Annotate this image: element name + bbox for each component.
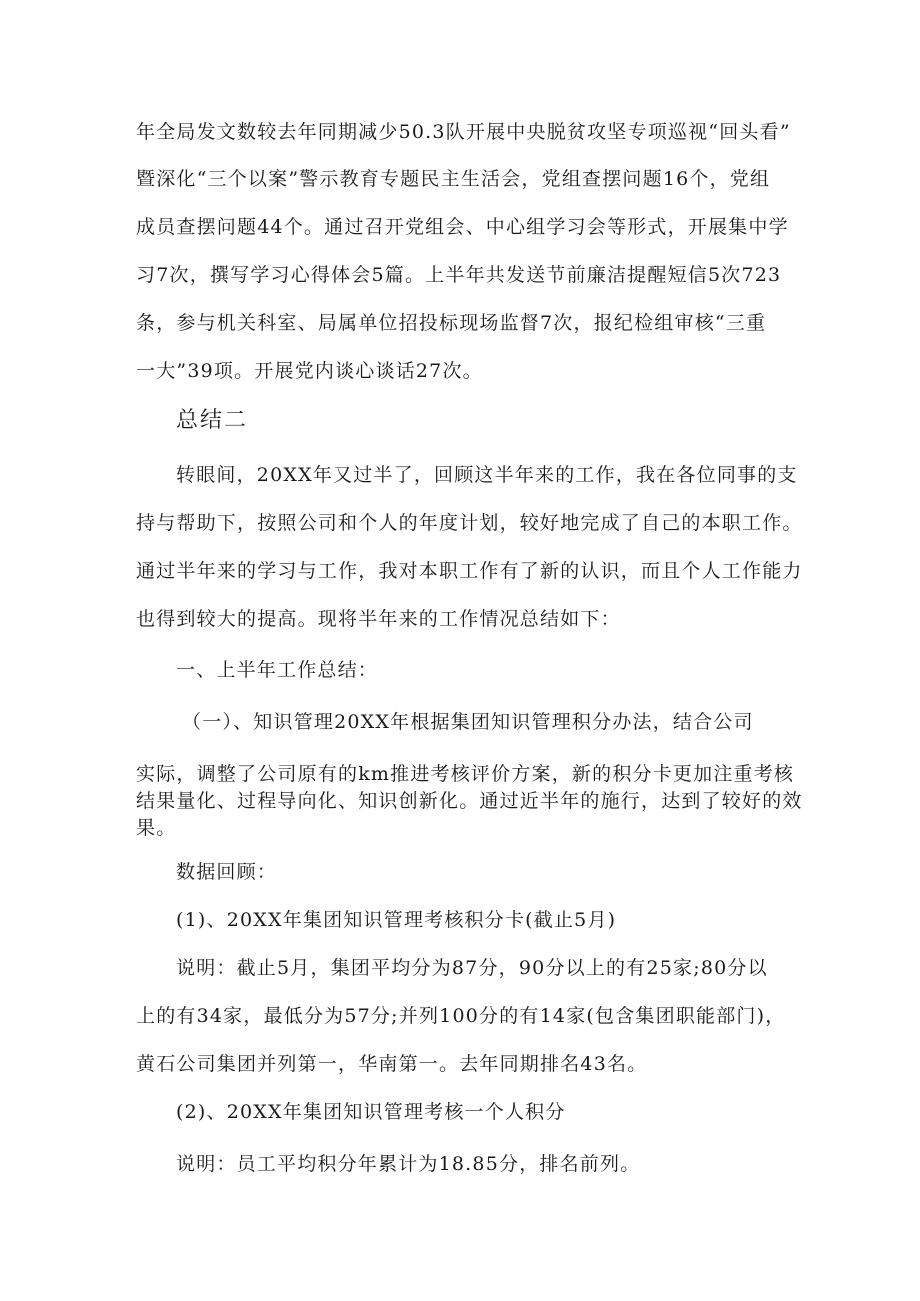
paragraph-line: 通过半年来的学习与工作，我对本职工作有了新的认识，而且个人工作能力 <box>136 560 803 582</box>
subsection-line: （一）、知识管理20XX年根据集团知识管理积分办法，结合公司 <box>182 711 754 733</box>
paragraph-line: 条，参与机关科室、局属单位招投标现场监督7次，报纪检组审核“三重 <box>136 312 767 334</box>
paragraph-line: 成员查摆问题44个。通过召开党组会、中心组学习会等形式，开展集中学 <box>136 216 789 238</box>
paragraph-line: 年全局发文数较去年同期减少50.3队开展中央脱贫攻坚专项巡视“回头看” <box>136 121 791 143</box>
note-line: 黄石公司集团并列第一，华南第一。去年同期排名43名。 <box>136 1053 648 1075</box>
section-heading: 总结二 <box>176 408 249 433</box>
data-review-label: 数据回顾： <box>176 861 278 883</box>
paragraph-line: 实际，调整了公司原有的km推进考核评价方案，新的积分卡更加注重考核 <box>136 763 795 785</box>
paragraph-line: 结果量化、过程导向化、知识创新化。通过近半年的施行，达到了较好的效 <box>136 790 803 812</box>
note-line: 说明：截止5月，集团平均分为87分，90分以上的有25家;80分以 <box>176 957 768 979</box>
paragraph-line: 也得到较大的提高。现将半年来的工作情况总结如下： <box>136 608 621 630</box>
paragraph-line: 一大”39项。开展党内谈心谈话27次。 <box>136 360 483 382</box>
paragraph-line: 暨深化“三个以案”警示教育专题民主生活会，党组查摆问题16个，党组 <box>136 168 771 190</box>
section-title: 一、上半年工作总结： <box>176 659 379 681</box>
note-line: 上的有34家，最低分为57分;并列100分的有14家(包含集团职能部门)， <box>136 1005 786 1027</box>
list-item-title: (1)、20XX年集团知识管理考核积分卡(截止5月) <box>176 909 617 931</box>
paragraph-line: 习7次，撰写学习心得体会5篇。上半年共发送节前廉洁提醒短信5次723 <box>136 264 782 286</box>
paragraph-line: 持与帮助下，按照公司和个人的年度计划，较好地完成了自己的本职工作。 <box>136 512 803 534</box>
paragraph-line: 果。 <box>136 817 177 839</box>
note-line: 说明：员工平均积分年累计为18.85分，排名前列。 <box>176 1153 641 1175</box>
list-item-title: (2)、20XX年集团知识管理考核一个人积分 <box>176 1101 566 1123</box>
paragraph-line: 转眼间，20XX年又过半了，回顾这半年来的工作，我在各位同事的支 <box>176 464 798 486</box>
